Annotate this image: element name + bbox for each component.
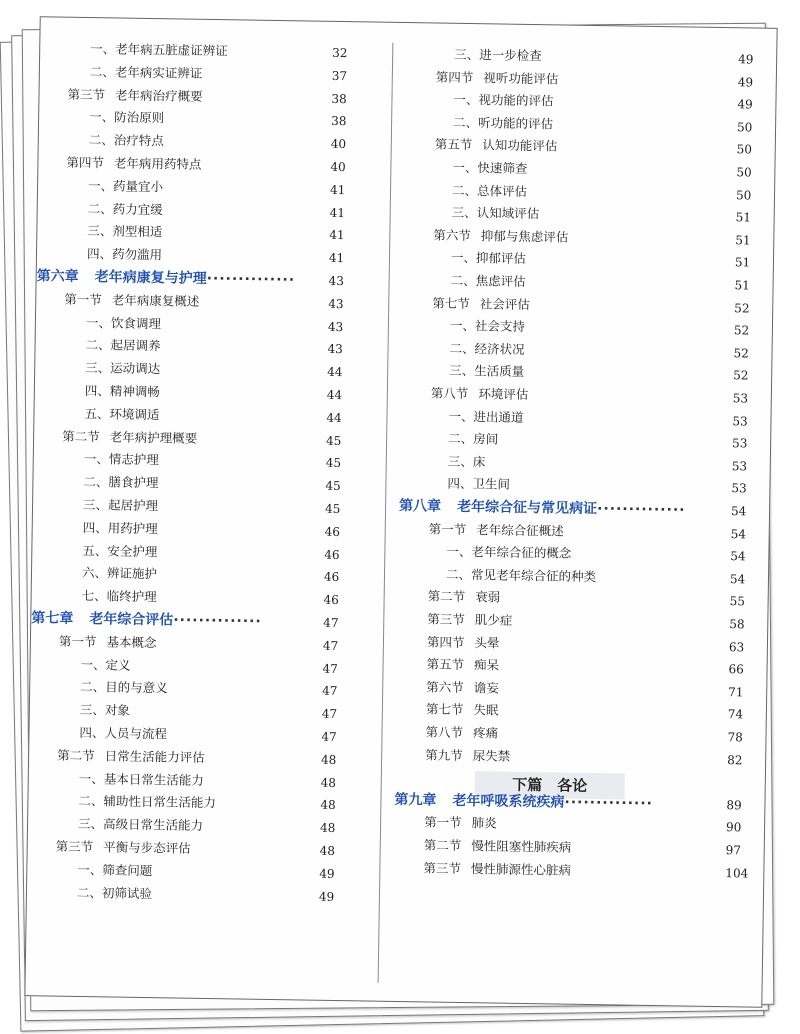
toc-entry-label [64,288,199,312]
section-title: 基本概念 [106,634,157,650]
page-number: 50 [736,120,753,135]
toc-entry-label [429,518,564,542]
toc-entry-label [436,66,559,90]
toc-entry-label [66,152,201,176]
leader-dots: ·············· [564,794,654,812]
toc-entry-label: 二、药力宜缓 [87,200,163,217]
toc-page [24,16,777,1007]
page-number: 53 [732,436,748,451]
toc-entry-label: 三、起居护理 [82,497,159,514]
page-number: 45 [325,478,341,494]
section-title: 慢性阻塞性肺疾病 [471,838,572,855]
toc-entry-label [67,83,202,107]
page-number: 48 [319,820,336,836]
toc-entry-label [424,834,572,858]
section-title: 衰弱 [475,589,501,605]
section-number: 第八节 [425,724,464,741]
section-number: 第二节 [427,588,466,605]
page-number: 51 [735,233,751,248]
toc-entry-label [425,721,498,744]
leader-dots: ·············· [206,270,296,289]
section-number: 第一节 [58,633,97,650]
page-number: 66 [728,662,744,677]
section-number: 第六节 [426,679,464,695]
page-number: 43 [327,319,344,334]
page-number: 49 [318,889,335,904]
toc-entry-label: 一、筛查问题 [77,861,153,878]
toc-entry-label: 二、经济状况 [449,340,525,357]
toc-entry-label: 一、情志护理 [83,451,159,468]
toc-section[interactable] [383,856,755,884]
page-number: 53 [732,413,748,429]
page-number: 48 [320,798,336,813]
section-number: 第一节 [428,521,467,537]
toc-entry-label: 三、运动调达 [85,360,161,377]
toc-entry-label [424,812,497,835]
page-number: 44 [327,365,343,380]
toc-entry-label: 一、社会支持 [449,317,526,335]
page-number: 97 [725,843,742,858]
page-number: 44 [326,410,342,425]
section-title: 日常生活能力评估 [104,748,205,765]
section-number: 第一节 [424,814,462,831]
chapter-number: 第九章 [394,791,437,809]
section-number: 第四节 [435,69,474,85]
section-number: 第三节 [427,611,465,628]
section-title: 老年病康复概述 [111,292,200,309]
page-number: 50 [736,165,752,180]
toc-entry-label: 一、定义 [80,656,131,673]
toc-entry-label: 三、进一步检查 [454,46,542,64]
toc-left-column [31,17,391,904]
page-number: 54 [729,571,746,587]
toc-entry-label: 二、目的与意义 [80,679,168,696]
section-title: 头晕 [474,634,500,651]
toc-entry-label [426,654,499,677]
page-number: 53 [731,481,747,496]
toc-item[interactable] [27,881,349,908]
page-number: 55 [729,594,746,609]
toc-entry-label [433,224,568,248]
page-number: 46 [323,592,339,608]
section-title: 老年病护理概要 [109,429,198,446]
section-title: 老年病用药特点 [113,155,202,172]
page-number: 32 [332,45,348,61]
toc-entry-label: 一、视功能的评估 [453,91,554,109]
toc-entry-label: 六、辨证施护 [81,565,158,582]
page-number: 41 [329,205,346,220]
toc-entry-label: 三、生活质量 [449,363,525,380]
toc-entry-label [36,265,295,291]
page-number: 78 [727,730,743,745]
toc-entry-label: 四、卫生间 [447,476,511,493]
toc-entry-label [426,699,499,722]
toc-entry-label: 一、基本日常生活能力 [78,770,204,788]
toc-entry-label: 一、抑郁评估 [450,250,527,267]
page-number: 89 [726,797,742,813]
toc-entry-label: 二、老年病实证辨证 [89,63,203,81]
toc-entry-label: 四、精神调畅 [84,383,160,400]
toc-entry-label: 三、对象 [79,702,130,718]
section-number: 第三节 [423,859,462,876]
toc-entry-label: 二、初筛试验 [76,884,153,901]
page-number: 53 [731,458,748,474]
toc-entry-label [431,382,529,406]
page-number: 54 [730,504,747,519]
toc-entry-label: 二、听功能的评估 [453,114,554,132]
section-number: 第四节 [426,634,465,650]
section-title: 痴呆 [474,657,500,673]
page-number: 47 [321,706,338,722]
chapter-number: 第七章 [31,610,74,627]
page-number: 47 [321,729,337,745]
page-number: 46 [323,570,340,585]
toc-entry-label: 一、防治原则 [89,109,165,126]
section-number: 第七节 [432,295,470,311]
page-number: 47 [323,615,339,631]
toc-entry-label: 一、快速筛查 [452,159,528,176]
page-number: 41 [329,182,346,197]
page-number: 45 [324,501,341,517]
page-number: 53 [732,391,749,406]
page-number: 104 [725,865,749,881]
leader-dots: ·············· [596,501,686,519]
toc-entry-label: 三、剂型相适 [87,223,163,240]
section-title: 慢性肺源性心脏病 [470,860,572,878]
section-number: 第八节 [430,385,469,402]
page-number: 43 [328,296,344,311]
page-number: 38 [331,91,347,106]
toc-entry-label [57,744,205,768]
page-number: 50 [735,187,752,203]
section-title: 环境评估 [478,386,529,402]
page-number: 45 [325,456,342,471]
section-number: 第三节 [67,86,106,102]
toc-entry-label: 五、安全护理 [82,542,158,559]
page-number: 48 [320,775,337,790]
page-number: 40 [330,159,346,175]
section-number: 第五节 [426,656,465,673]
page-number: 52 [734,300,750,316]
toc-entry-label [31,607,262,633]
page-number: 71 [728,684,744,700]
toc-section[interactable] [385,743,757,771]
leader-dots: ·············· [173,612,262,630]
section-title: 肺炎 [471,815,497,831]
chapter-title: 老年呼吸系统疾病 [452,792,565,811]
section-title: 认知功能评估 [482,137,558,154]
chapter-title: 老年综合评估 [89,611,174,629]
page-number: 37 [331,68,348,83]
toc-entry-label: 四、用药护理 [82,519,158,536]
page-number: 74 [727,707,744,722]
toc-entry-label [394,789,653,815]
toc-entry-label: 三、高级日常生活能力 [77,816,204,834]
toc-entry-label: 三、床 [447,453,486,470]
toc-entry-label: 一、老年病五脏虚证辨证 [90,41,228,59]
toc-entry-label [426,676,499,699]
toc-entry-label [423,857,571,881]
toc-entry-label [59,630,157,654]
page-number: 43 [328,273,345,289]
toc-entry-label [427,631,500,654]
toc-entry-label: 二、膳食护理 [83,474,159,491]
page-number: 51 [734,255,751,270]
page-number: 51 [735,210,752,225]
page-number: 48 [320,752,337,767]
page-number: 82 [727,752,743,767]
toc-entry-label: 一、进出通道 [448,408,524,425]
toc-entry-label: 三、认知域评估 [451,204,540,222]
toc-entry-label: 二、辅助性日常生活能力 [78,793,217,811]
chapter-title: 老年综合征与常见病证 [456,498,598,518]
section-number: 第四节 [66,154,105,171]
page-number: 52 [733,368,749,383]
toc-entry-label: 二、起居调养 [85,337,161,354]
page-number: 49 [738,52,754,67]
toc-entry-label: 二、总体评估 [451,182,528,199]
toc-entry-label: 四、药勿滥用 [86,246,163,263]
toc-entry-label: 一、饮食调理 [85,314,162,331]
page-number: 47 [322,661,338,676]
toc-entry-label: 二、房间 [448,430,499,447]
section-title: 老年综合征概述 [476,521,564,539]
section-title: 谵妄 [473,679,499,696]
part-heading: 下篇 各论 [475,771,625,799]
page-number: 43 [327,342,343,357]
page-number: 47 [322,638,339,653]
section-number: 第七节 [425,701,464,718]
page-number: 52 [733,323,750,338]
toc-entry-label: 二、治疗特点 [88,132,164,149]
section-title: 平衡与步态评估 [103,839,191,856]
page-number: 90 [725,820,742,835]
section-title: 失眠 [473,702,499,718]
page-number: 40 [330,137,347,152]
toc-entry-label [425,744,510,767]
section-title: 肌少症 [474,612,513,628]
page-number: 49 [737,97,753,112]
section-title: 老年病治疗概要 [114,87,203,104]
toc-entry-label [427,608,512,631]
section-title: 视听功能评估 [483,69,559,87]
toc-entry-label [56,836,191,860]
chapter-number: 第六章 [36,268,79,285]
toc-entry-label: 一、药量宜小 [87,177,164,195]
page-number: 50 [736,142,753,157]
toc-entry-label: 七、临终护理 [81,588,157,605]
page-number: 49 [319,866,335,881]
toc-entry-label [62,425,197,449]
page-number: 41 [329,228,345,243]
section-title: 社会评估 [479,295,530,312]
chapter-number: 第八章 [398,497,442,515]
section-number: 第九节 [425,747,463,763]
toc-entry-label [432,292,530,316]
page-number: 44 [326,387,343,403]
toc-entry-label [435,134,558,158]
toc-entry-label: 五、环境调适 [84,405,160,422]
toc-entry-label: 四、人员与流程 [79,724,168,742]
page-number: 49 [737,74,754,90]
page-number: 51 [734,278,750,293]
page-number: 45 [326,433,342,448]
page-number: 38 [331,114,347,129]
section-number: 第三节 [55,838,94,855]
section-title: 尿失禁 [472,747,511,764]
page-number: 54 [730,549,746,564]
page-number: 47 [322,684,338,699]
section-number: 第二节 [423,837,462,853]
section-number: 第六节 [433,227,471,243]
page-number: 48 [319,843,336,859]
section-number: 第一节 [64,291,102,308]
page-number: 41 [328,251,345,266]
toc-entry-label: 二、焦虑评估 [450,272,526,289]
page-number: 63 [728,639,745,655]
section-number: 第二节 [62,428,100,444]
page-number: 46 [324,547,340,562]
chapter-title: 老年病康复与护理 [94,269,207,287]
section-title: 疼痛 [472,725,499,741]
section-title: 抑郁与焦虑评估 [480,228,569,245]
page-number: 52 [733,346,749,361]
toc-entry-label: 二、常见老年综合征的种类 [445,566,597,584]
page-number: 54 [730,526,747,542]
section-number: 第五节 [434,136,473,153]
page-number: 46 [324,524,341,539]
toc-entry-label: 一、老年综合征的概念 [446,543,572,561]
toc-entry-label [427,586,500,609]
page-number: 58 [729,617,745,632]
section-number: 第二节 [57,747,95,764]
